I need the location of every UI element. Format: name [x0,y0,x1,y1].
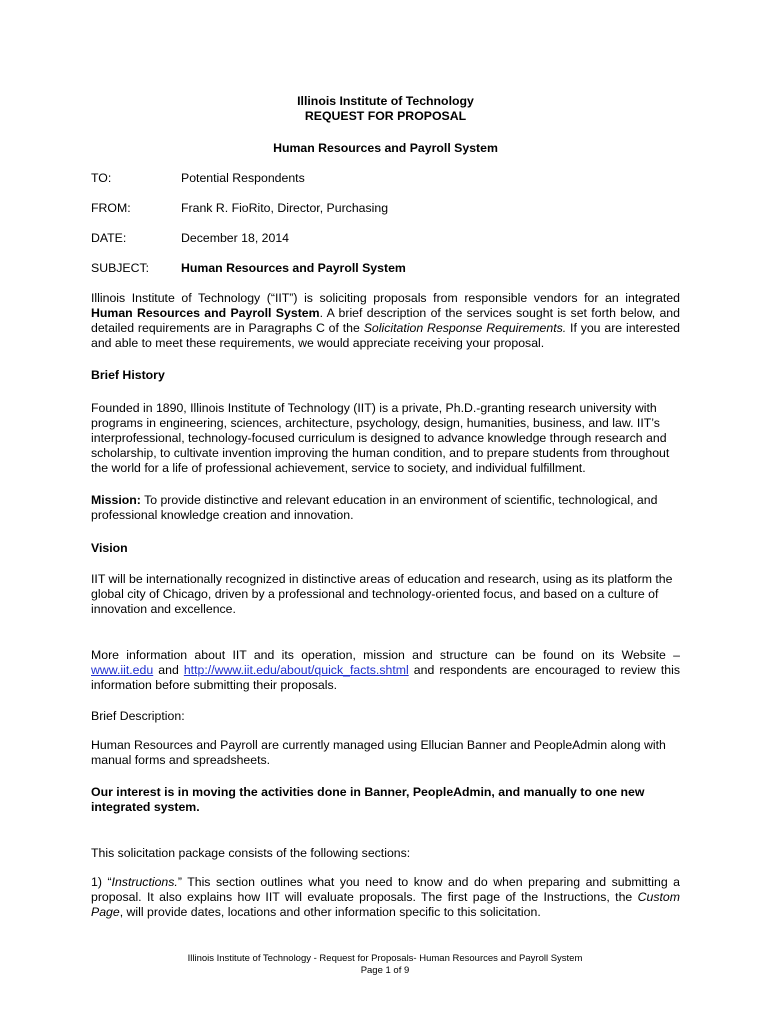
document-header [91,94,680,124]
memo-subject-value: Human Resources and Payroll System [181,261,406,275]
history-heading: Brief History [91,368,165,382]
vision-heading: Vision [91,541,128,555]
package-item-instructions [91,875,680,920]
more-info-text-2: and [153,663,184,677]
intro-bold-system: Human Resources and Payroll System [91,306,320,320]
item1-title: Instructions. [111,875,178,889]
mission-paragraph [91,493,680,523]
memo-date-row [91,231,680,247]
quick-facts-link[interactable]: http://www.iit.edu/about/quick_facts.shtml [183,663,409,677]
memo-date-label: DATE: [91,231,127,245]
item1-text-2: , will provide dates, locations and other information specific to this solicitation. [119,905,541,919]
memo-from-label: FROM: [91,201,131,215]
item1-number: 1) “ [91,875,112,889]
intro-paragraph [91,291,680,351]
document-title: Human Resources and Payroll System [273,141,498,155]
memo-subject-label: SUBJECT: [91,261,150,275]
more-info-paragraph [91,648,680,693]
item1-text-1: ” This section outlines what you need to know and do when preparing and submitting a proposal. It also explains how IIT will evaluate proposals. The first page of the Instructions, the [91,875,680,904]
more-info-text-1: More information about IIT and its operation, mission and structure can be found on its Website – [91,648,680,662]
footer-title: Illinois Institute of Technology - Request for Proposals- Human Resources and Payroll System [187,953,583,964]
mission-label: Mission: [91,493,141,507]
institution-name: Illinois Institute of Technology [297,94,474,108]
description-heading: Brief Description: [91,709,185,723]
mission-text: To provide distinctive and relevant education in an environment of scientific, technological, and professional knowledge creation and innovation. [91,493,658,522]
memo-from-value: Frank R. FioRito, Director, Purchasing [181,201,389,215]
memo-subject-row [91,261,680,277]
history-paragraph: Founded in 1890, Illinois Institute of Technology (IIT) is a private, Ph.D.-granting research university with programs in engineering, sciences, architecture, psychology, design, humanities, business, and law. IIT’s interprofessional, technology-focused curriculum is designed to advance knowledge through research and scholarship, to cultivate invention improving the human condition, and to prepare students from throughout the world for a life of professional achievement, service to society, and individual fulfillment. [91,401,670,475]
item1-custom-page: Custom Page [91,890,680,919]
vision-paragraph: IIT will be internationally recognized in distinctive areas of education and research, using as its platform the global city of Chicago, driven by a professional and technology-oriented focus, and based on a culture of innovation and excellence. [91,572,673,616]
memo-from-row [91,201,680,217]
memo-to-label: TO: [91,171,112,185]
memo-date-value: December 18, 2014 [181,231,290,245]
more-info-text-3: and respondents are encouraged to review this information before submitting their proposals. [91,663,680,692]
package-intro: This solicitation package consists of the following sections: [91,846,411,860]
memo-to-value: Potential Respondents [181,171,305,185]
description-paragraph: Human Resources and Payroll are currently managed using Ellucian Banner and PeopleAdmin along with manual forms and spreadsheets. [91,738,666,767]
iit-website-link[interactable]: www.iit.edu [91,663,154,677]
intro-text-2: . A brief description of the services sought is set forth below, and detailed requirements are in Paragraphs C of the [91,306,680,335]
intro-text-3: If you are interested and able to meet these requirements, we would appreciate receiving your proposal. [91,321,680,350]
intro-italic-requirements: Solicitation Response Requirements. [363,321,567,335]
memo-to-row [91,171,680,187]
interest-paragraph: Our interest is in moving the activities done in Banner, PeopleAdmin, and manually to one new integrated system. [91,785,645,814]
document-type: REQUEST FOR PROPOSAL [304,109,467,123]
page-footer [0,953,770,977]
footer-page-number: Page 1 of 9 [360,965,410,976]
intro-text-1: Illinois Institute of Technology (“IIT”) is soliciting proposals from responsible vendors for an integrated [91,291,680,305]
